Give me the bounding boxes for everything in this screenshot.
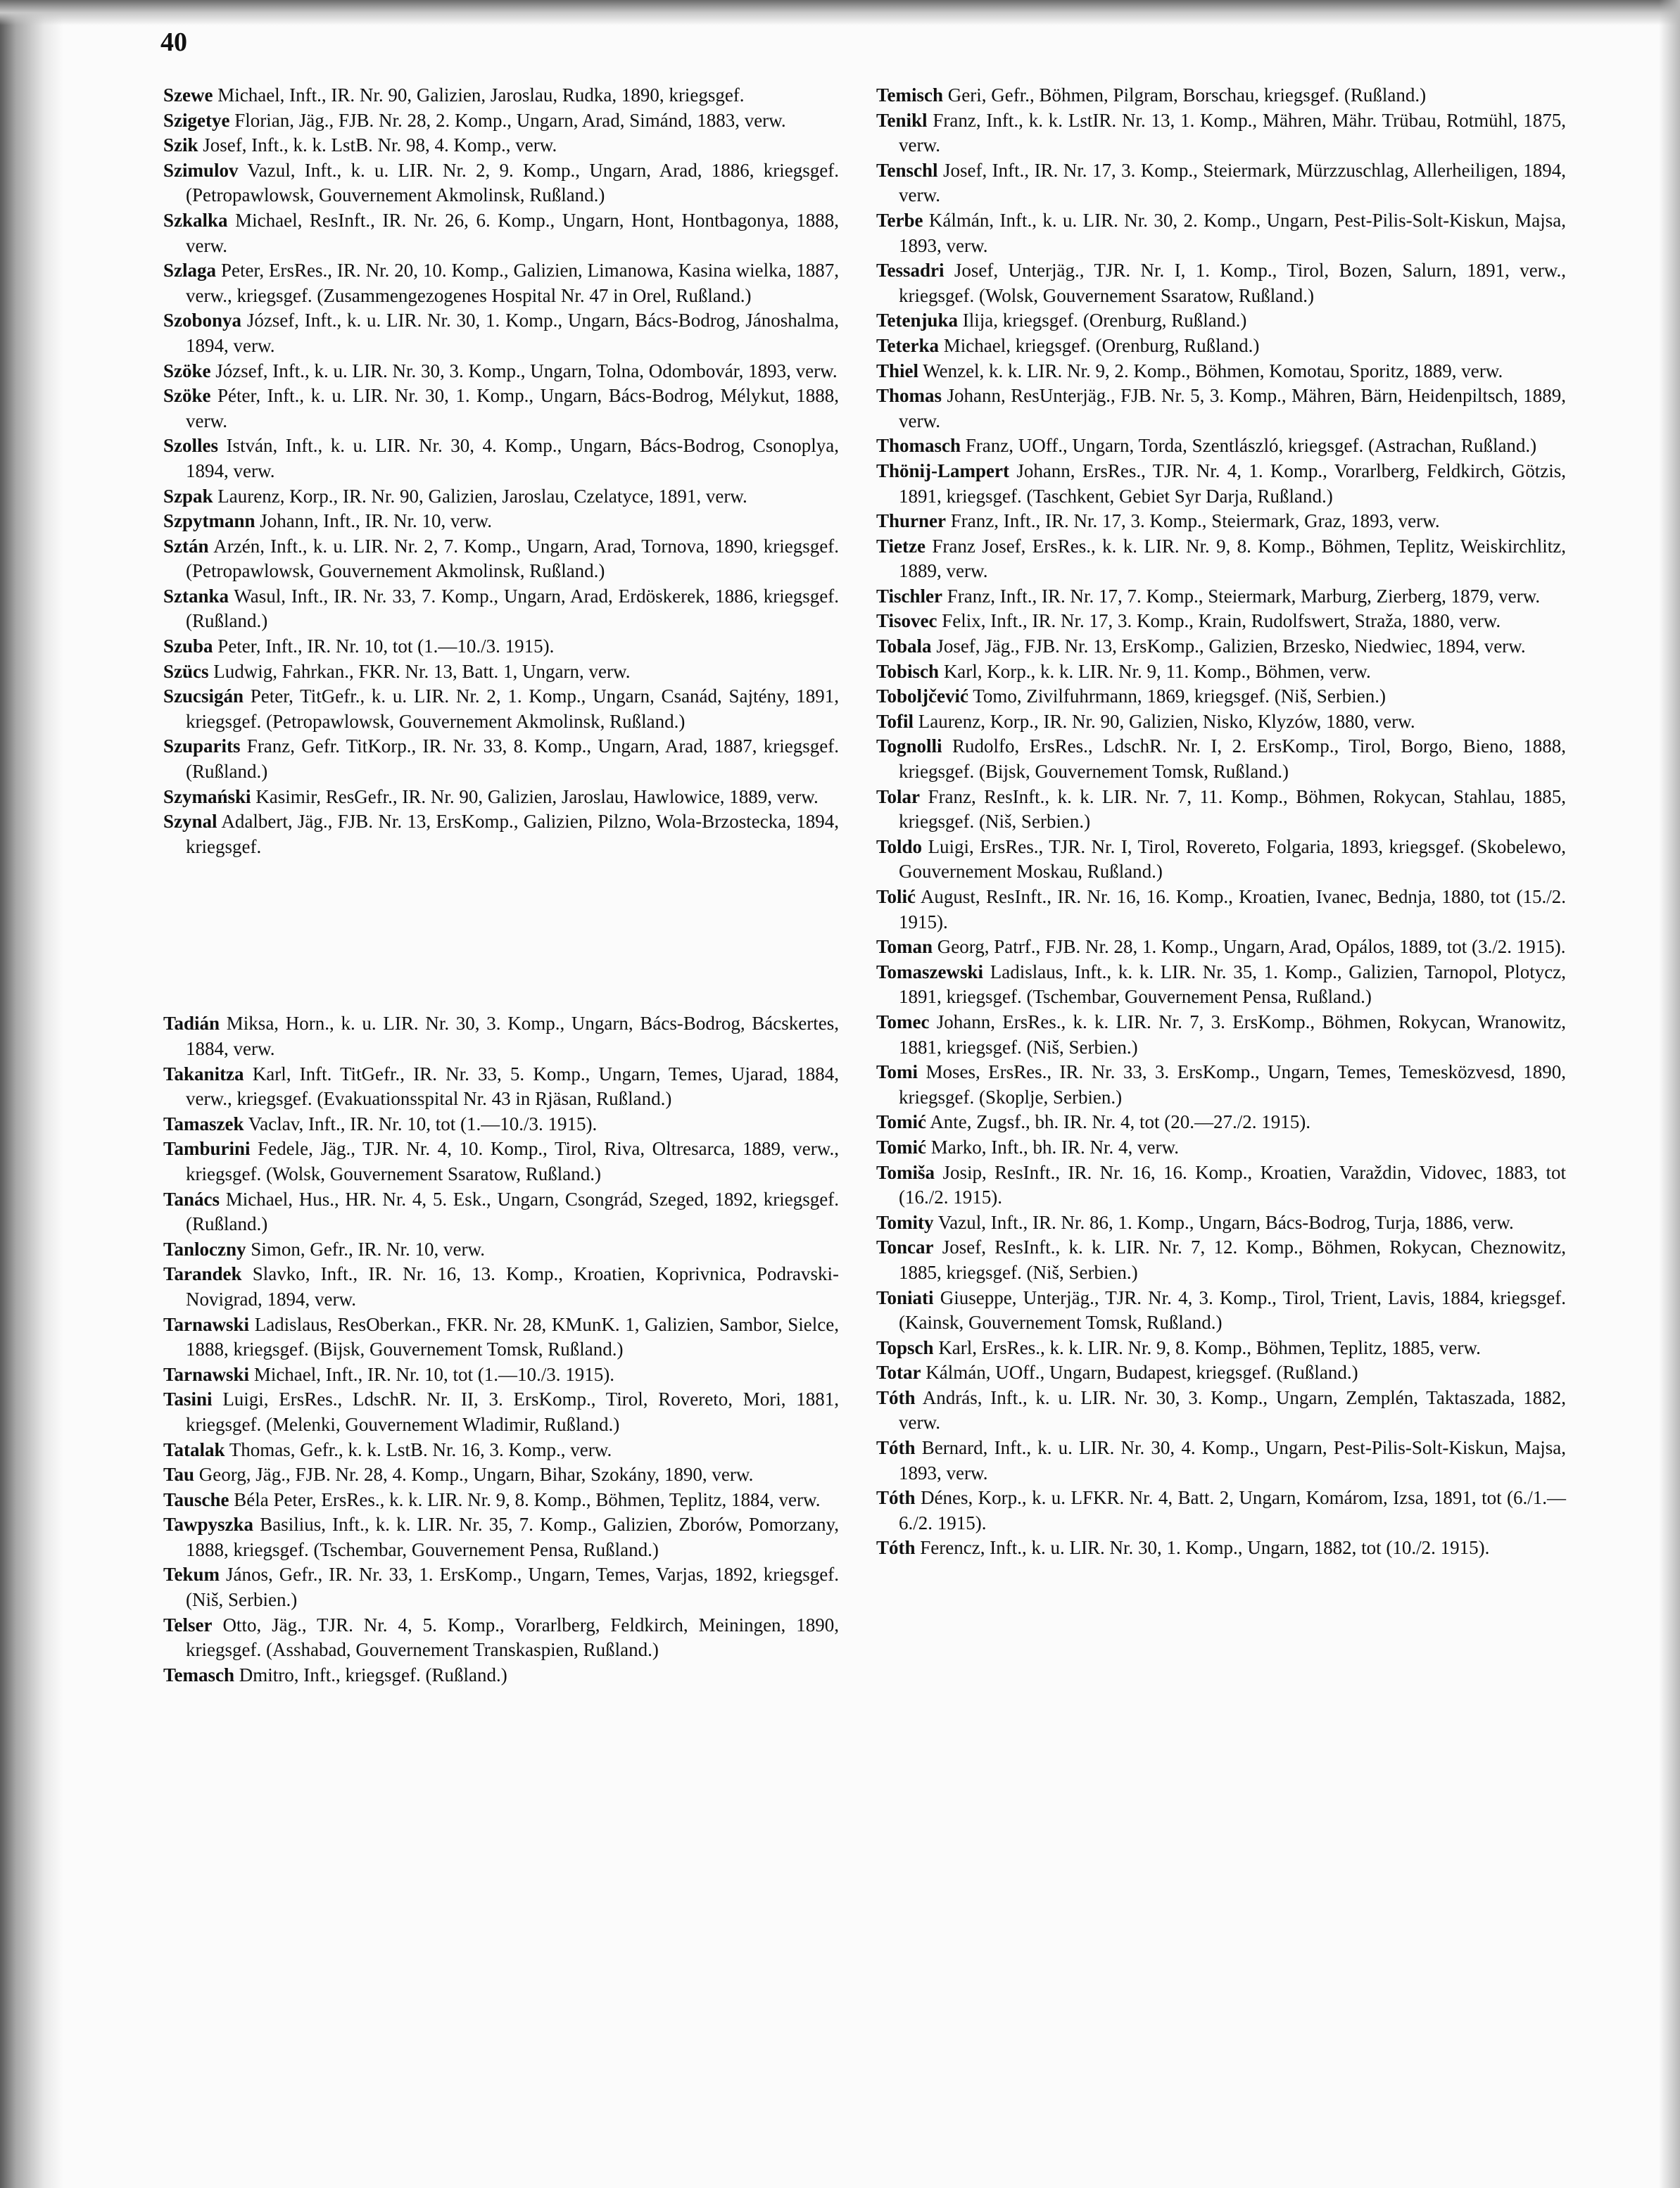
right-column-section-t <box>876 83 1566 1561</box>
list-entry <box>876 1286 1566 1336</box>
list-entry <box>163 1011 839 1061</box>
entry-surname: Tomec <box>876 1011 930 1032</box>
entry-surname: Topsch <box>876 1336 934 1358</box>
entry-details: Basilius, Inft., k. k. LIR. Nr. 35, 7. Komp., Galizien, Zborów, Pomorzany, 1888, kriegsgef. (Tschembar, Gouvernement Pensa, Rußland.) <box>186 1514 840 1560</box>
entry-surname: Tomity <box>876 1211 934 1233</box>
entry-surname: Terbe <box>876 209 923 231</box>
list-entry <box>163 1313 839 1362</box>
list-entry <box>876 960 1566 1010</box>
entry-surname: Szöke <box>163 360 211 381</box>
right-column <box>876 83 1566 1561</box>
list-entry <box>163 1663 839 1688</box>
list-entry <box>163 208 839 258</box>
list-entry <box>163 1362 839 1388</box>
entry-surname: Tietze <box>876 535 926 557</box>
entry-details: Josef, Unterjäg., TJR. Nr. I, 1. Komp., Tirol, Bozen, Salurn, 1891, verw., kriegsgef. (Wolsk, Gouvernement Ssaratow, Rußland.) <box>899 260 1567 306</box>
entry-surname: Tóth <box>876 1537 916 1559</box>
entry-surname: Szik <box>163 134 198 156</box>
entry-details: Ante, Zugsf., bh. IR. Nr. 4, tot (20.—27./2. 1915). <box>930 1111 1310 1133</box>
entry-details: Johann, ErsRes., k. k. LIR. Nr. 7, 3. ErsKomp., Böhmen, Rokycan, Wranowitz, 1881, kriegsgef. (Niš, Serbien.) <box>899 1011 1566 1058</box>
entry-surname: Thurner <box>876 510 947 532</box>
entry-surname: Toldo <box>876 835 923 857</box>
entry-details: Ladislaus, ResOberkan., FKR. Nr. 28, KMunK. 1, Galizien, Sambor, Sielce, 1888, kriegsgef. (Bijsk, Gouvernement Tomsk, Rußland.) <box>186 1313 839 1360</box>
entry-surname: Tomić <box>876 1111 927 1133</box>
entry-surname: Tamburini <box>163 1138 251 1160</box>
entry-surname: Tobisch <box>876 660 940 682</box>
entry-surname: Tessadri <box>876 260 945 282</box>
entry-details: Johann, ErsRes., TJR. Nr. 4, 1. Komp., Vorarlberg, Feldkirch, Götzis, 1891, kriegsgef. (Taschkent, Gebiet Syr Darja, Rußland.) <box>899 460 1567 507</box>
entry-surname: Szucsigán <box>163 685 244 707</box>
list-entry <box>163 484 839 510</box>
entry-details: Kasimir, ResGefr., IR. Nr. 90, Galizien, Jaroslau, Hawlowice, 1889, verw. <box>255 785 819 807</box>
entry-surname: Tausche <box>163 1488 229 1510</box>
entry-details: Peter, TitGefr., k. u. LIR. Nr. 2, 1. Komp., Ungarn, Csanád, Sajtény, 1891, kriegsgef. (Petropawlowsk, Gouvernement Akmolinsk, Rußland.) <box>186 685 839 732</box>
entry-details: József, Inft., k. u. LIR. Nr. 30, 1. Komp., Ungarn, Bács-Bodrog, Jánoshalma, 1894, verw. <box>186 310 840 356</box>
entry-surname: Thiel <box>876 360 919 381</box>
entry-details: Vazul, Inft., IR. Nr. 86, 1. Komp., Ungarn, Bács-Bodrog, Turja, 1886, verw. <box>937 1211 1514 1233</box>
entry-surname: Tischler <box>876 585 942 607</box>
list-entry <box>876 935 1566 960</box>
entry-surname: Tomi <box>876 1061 918 1083</box>
entry-surname: Szuba <box>163 635 213 657</box>
list-entry <box>163 534 839 584</box>
list-entry <box>876 1536 1566 1561</box>
entry-surname: Szymański <box>163 785 251 807</box>
entry-details: Laurenz, Korp., IR. Nr. 90, Galizien, Nisko, Klyzów, 1880, verw. <box>918 710 1415 732</box>
entry-details: Josef, ResInft., k. k. LIR. Nr. 7, 12. Komp., Böhmen, Rokycan, Cheznowitz, 1885, kriegsgef. (Niš, Serbien.) <box>899 1237 1567 1283</box>
entry-surname: Szücs <box>163 660 209 682</box>
list-entry <box>876 609 1566 634</box>
entry-details: András, Inft., k. u. LIR. Nr. 30, 3. Komp., Ungarn, Zemplén, Taktaszada, 1882, verw. <box>899 1386 1566 1434</box>
entry-surname: Thomasch <box>876 435 961 457</box>
entry-surname: Tadián <box>163 1013 220 1035</box>
entry-details: Georg, Patrf., FJB. Nr. 28, 1. Komp., Ungarn, Arad, Opálos, 1889, tot (3./2. 1915). <box>937 936 1566 958</box>
list-entry <box>163 1562 839 1612</box>
entry-surname: Tekum <box>163 1564 220 1586</box>
entry-surname: Tomaszewski <box>876 961 984 982</box>
entry-surname: Toman <box>876 936 933 958</box>
entry-surname: Szpytmann <box>163 510 255 532</box>
list-entry <box>163 1488 839 1513</box>
entry-details: Karl, ErsRes., k. k. LIR. Nr. 9, 8. Komp., Böhmen, Teplitz, 1885, verw. <box>938 1336 1481 1358</box>
list-entry <box>876 1110 1566 1135</box>
list-entry <box>163 83 839 108</box>
entry-details: Michael, ResInft., IR. Nr. 26, 6. Komp., Ungarn, Hont, Hontbagonya, 1888, verw. <box>186 209 840 256</box>
entry-surname: Tognolli <box>876 735 942 757</box>
entry-surname: Temisch <box>876 84 944 106</box>
entry-details: Wasul, Inft., IR. Nr. 33, 7. Komp., Ungarn, Arad, Erdöskerek, 1886, kriegsgef. (Rußland.) <box>186 585 839 632</box>
entry-surname: Szewe <box>163 84 213 106</box>
list-entry <box>163 584 839 634</box>
entry-surname: Temasch <box>163 1664 235 1686</box>
entry-surname: Toncar <box>876 1237 934 1258</box>
entry-details: Franz, UOff., Ungarn, Torda, Szentlászló, kriegsgef. (Astrachan, Rußland.) <box>965 435 1537 457</box>
list-entry <box>876 684 1566 709</box>
list-entry <box>163 133 839 158</box>
entry-details: Franz, Inft., IR. Nr. 17, 3. Komp., Steiermark, Graz, 1893, verw. <box>950 510 1440 532</box>
list-entry <box>876 1210 1566 1236</box>
entry-details: József, Inft., k. u. LIR. Nr. 30, 3. Komp., Ungarn, Tolna, Odombovár, 1893, verw. <box>215 360 838 381</box>
list-entry <box>163 1262 839 1312</box>
entry-details: Franz, ResInft., k. k. LIR. Nr. 7, 11. Komp., Böhmen, Rokycan, Stahlau, 1885, kriegsgef. (Niš, Serbien.) <box>899 785 1566 833</box>
list-entry <box>876 158 1566 208</box>
list-entry <box>876 709 1566 735</box>
list-entry <box>876 384 1566 434</box>
list-entry <box>876 334 1566 359</box>
list-entry <box>163 1387 839 1437</box>
section-gap <box>163 859 839 1011</box>
list-entry <box>876 885 1566 935</box>
entry-details: Vazul, Inft., k. u. LIR. Nr. 2, 9. Komp., Ungarn, Arad, 1886, kriegsgef. (Petropawlowsk, Gouvernement Akmolinsk, Rußland.) <box>186 159 840 206</box>
entry-details: Arzén, Inft., k. u. LIR. Nr. 2, 7. Komp., Ungarn, Arad, Tornova, 1890, kriegsgef. (Petropawlowsk, Gouvernement Akmolinsk, Rußland.) <box>186 535 839 582</box>
entry-surname: Teterka <box>876 334 939 356</box>
list-entry <box>876 83 1566 108</box>
list-entry <box>163 634 839 659</box>
entry-surname: Thomas <box>876 385 942 407</box>
entry-details: Karl, Korp., k. k. LIR. Nr. 9, 11. Komp., Böhmen, verw. <box>943 660 1371 682</box>
list-entry <box>876 1010 1566 1060</box>
entry-surname: Tanács <box>163 1188 220 1210</box>
list-entry <box>876 584 1566 609</box>
list-entry <box>876 534 1566 584</box>
list-entry <box>163 659 839 685</box>
entry-details: Luigi, ErsRes., TJR. Nr. I, Tirol, Rovereto, Folgaria, 1893, kriegsgef. (Skobelewo, Gouvernement Moskau, Rußland.) <box>899 835 1566 883</box>
entry-surname: Sztán <box>163 535 209 557</box>
entry-details: Rudolfo, ErsRes., LdschR. Nr. I, 2. ErsKomp., Tirol, Borgo, Bieno, 1888, kriegsgef. (Bijsk, Gouvernement Tomsk, Rußland.) <box>899 735 1567 783</box>
list-entry <box>876 258 1566 308</box>
entry-surname: Telser <box>163 1614 213 1636</box>
list-entry <box>163 1438 839 1463</box>
entry-surname: Szynal <box>163 811 217 833</box>
entry-details: Michael, kriegsgef. (Orenburg, Rußland.) <box>943 334 1260 356</box>
list-entry <box>876 785 1566 835</box>
entry-surname: Tobala <box>876 635 932 657</box>
entry-surname: Tarandek <box>163 1263 242 1285</box>
list-entry <box>163 734 839 784</box>
entry-details: Franz, Gefr. TitKorp., IR. Nr. 33, 8. Komp., Ungarn, Arad, 1887, kriegsgef. (Rußland.) <box>186 735 840 783</box>
entry-details: Laurenz, Korp., IR. Nr. 90, Galizien, Jaroslau, Czelatyce, 1891, verw. <box>217 485 747 507</box>
entry-details: Otto, Jäg., TJR. Nr. 4, 5. Komp., Vorarlberg, Feldkirch, Meiningen, 1890, kriegsgef. (Asshabad, Gouvernement Transkaspien, Rußland.) <box>186 1614 839 1661</box>
entry-details: Kálmán, UOff., Ungarn, Budapest, kriegsgef. (Rußland.) <box>926 1362 1358 1384</box>
entry-details: János, Gefr., IR. Nr. 33, 1. ErsKomp., Ungarn, Temes, Varjas, 1892, kriegsgef. (Niš, Serbien.) <box>186 1564 840 1611</box>
entry-surname: Szolles <box>163 435 218 457</box>
list-entry <box>163 384 839 434</box>
list-entry <box>876 659 1566 685</box>
list-entry <box>876 359 1566 384</box>
entry-surname: Totar <box>876 1362 921 1384</box>
entry-details: Dmitro, Inft., kriegsgef. (Rußland.) <box>239 1664 507 1686</box>
entry-surname: Szöke <box>163 385 211 407</box>
list-entry <box>163 1112 839 1137</box>
entry-details: Tomo, Zivilfuhrmann, 1869, kriegsgef. (Niš, Serbien.) <box>973 685 1387 707</box>
list-entry <box>163 258 839 308</box>
page-number: 40 <box>160 27 187 57</box>
entry-surname: Tóth <box>876 1437 916 1459</box>
entry-details: Béla Peter, ErsRes., k. k. LIR. Nr. 9, 8. Komp., Böhmen, Teplitz, 1884, verw. <box>234 1488 821 1510</box>
list-entry <box>163 1062 839 1112</box>
entry-surname: Tomić <box>876 1136 927 1158</box>
entry-details: August, ResInft., IR. Nr. 16, 16. Komp., Kroatien, Ivanec, Bednja, 1880, tot (15./2. 1915). <box>899 886 1566 932</box>
entry-details: Franz, Inft., k. k. LstIR. Nr. 13, 1. Komp., Mähren, Mähr. Trübau, Rotmühl, 1875, verw. <box>899 109 1567 156</box>
entry-details: István, Inft., k. u. LIR. Nr. 30, 4. Komp., Ungarn, Bács-Bodrog, Csonoplya, 1894, verw. <box>186 435 839 481</box>
list-entry <box>163 1462 839 1488</box>
entry-surname: Tasini <box>163 1389 213 1410</box>
entry-surname: Szobonya <box>163 310 242 331</box>
entry-details: Luigi, ErsRes., LdschR. Nr. II, 3. ErsKomp., Tirol, Rovereto, Mori, 1881, kriegsgef. (Melenki, Gouvernement Wladimir, Rußland.) <box>186 1389 839 1435</box>
entry-surname: Tenikl <box>876 109 928 131</box>
entry-surname: Szpak <box>163 485 213 507</box>
entry-details: Josef, Jäg., FJB. Nr. 13, ErsKomp., Galizien, Brzesko, Niedwiec, 1894, verw. <box>936 635 1526 657</box>
entry-details: Peter, ErsRes., IR. Nr. 20, 10. Komp., Galizien, Limanowa, Kasina wielka, 1887, verw., kriegsgef. (Zusammengezogenes Hospital Nr. 47 in Orel, Rußland.) <box>186 260 840 306</box>
entry-details: Josip, ResInft., IR. Nr. 16, 16. Komp., Kroatien, Varaždin, Vidovec, 1883, tot (16./2. 1915). <box>899 1161 1566 1208</box>
list-entry <box>163 434 839 483</box>
entry-details: Bernard, Inft., k. u. LIR. Nr. 30, 4. Komp., Ungarn, Pest-Pilis-Solt-Kiskun, Majsa, 1893, verw. <box>899 1437 1566 1484</box>
entry-surname: Toniati <box>876 1286 934 1308</box>
list-entry <box>163 509 839 534</box>
scan-edge-shadow-left <box>0 0 63 2188</box>
entry-details: Franz Josef, ErsRes., k. k. LIR. Nr. 9, 8. Komp., Böhmen, Teplitz, Weiskirchlitz, 1889, verw. <box>899 535 1567 582</box>
entry-details: Johann, Inft., IR. Nr. 10, verw. <box>260 510 492 532</box>
entry-details: Giuseppe, Unterjäg., TJR. Nr. 4, 3. Komp., Tirol, Trient, Lavis, 1884, kriegsgef. (Kainsk, Gouvernement Tomsk, Rußland.) <box>899 1286 1567 1334</box>
entry-details: Karl, Inft. TitGefr., IR. Nr. 33, 5. Komp., Ungarn, Temes, Ujarad, 1884, verw., kriegsgef. (Evakuationsspital Nr. 43 in Rjäsan, Rußland.) <box>186 1063 840 1110</box>
entry-details: Peter, Inft., IR. Nr. 10, tot (1.—10./3. 1915). <box>217 635 555 657</box>
list-entry <box>876 1360 1566 1386</box>
entry-details: Fedele, Jäg., TJR. Nr. 4, 10. Komp., Tirol, Riva, Oltresarca, 1889, verw., kriegsgef. (Wolsk, Gouvernement Ssaratow, Rußland.) <box>186 1138 839 1184</box>
entry-surname: Tenschl <box>876 159 938 181</box>
list-entry <box>163 158 839 208</box>
entry-details: Josef, Inft., IR. Nr. 17, 3. Komp., Steiermark, Mürzzuschlag, Allerheiligen, 1894, verw. <box>899 159 1566 206</box>
list-entry <box>876 1060 1566 1110</box>
entry-surname: Tofil <box>876 710 914 732</box>
entry-surname: Tanloczny <box>163 1238 246 1260</box>
list-entry <box>163 809 839 859</box>
entry-surname: Szigetye <box>163 109 230 131</box>
list-entry <box>876 1486 1566 1536</box>
entry-details: Felix, Inft., IR. Nr. 17, 3. Komp., Krain, Rudolfswert, Straža, 1880, verw. <box>942 610 1501 632</box>
entry-surname: Szlaga <box>163 260 217 282</box>
entry-details: Miksa, Horn., k. u. LIR. Nr. 30, 3. Komp., Ungarn, Bács-Bodrog, Bácskertes, 1884, verw. <box>186 1013 839 1059</box>
entry-details: Ladislaus, Inft., k. k. LIR. Nr. 35, 1. Komp., Galizien, Tarnopol, Plotycz, 1891, kriegsgef. (Tschembar, Gouvernement Pensa, Rußland.) <box>899 961 1567 1008</box>
list-entry <box>876 1161 1566 1210</box>
left-column-section-sz <box>163 83 839 859</box>
list-entry <box>163 108 839 134</box>
entry-details: Vaclav, Inft., IR. Nr. 10, tot (1.—10./3. 1915). <box>248 1113 598 1134</box>
list-entry <box>876 1386 1566 1436</box>
list-entry <box>876 208 1566 258</box>
entry-details: Ilija, kriegsgef. (Orenburg, Rußland.) <box>962 310 1247 331</box>
list-entry <box>876 509 1566 534</box>
list-entry <box>876 835 1566 885</box>
entry-details: Josef, Inft., k. k. LstB. Nr. 98, 4. Komp., verw. <box>203 134 557 156</box>
entry-surname: Tisovec <box>876 610 937 632</box>
list-entry <box>876 108 1566 158</box>
entry-surname: Tomiša <box>876 1161 935 1183</box>
entry-surname: Tamaszek <box>163 1113 244 1134</box>
entry-surname: Tarnawski <box>163 1313 250 1335</box>
entry-surname: Takanitza <box>163 1063 244 1084</box>
list-entry <box>876 1336 1566 1361</box>
entry-surname: Tatalak <box>163 1438 225 1460</box>
list-entry <box>163 1613 839 1663</box>
entry-surname: Szuparits <box>163 735 241 757</box>
entry-details: Slavko, Inft., IR. Nr. 16, 13. Komp., Kroatien, Koprivnica, Podravski-Novigrad, 1894, verw. <box>186 1263 839 1310</box>
entry-surname: Tolar <box>876 785 921 807</box>
left-column <box>163 83 839 1688</box>
entry-details: Adalbert, Jäg., FJB. Nr. 13, ErsKomp., Galizien, Pilzno, Wola-Brzostecka, 1894, kriegsgef. <box>186 811 840 857</box>
scan-edge-shadow-top <box>0 0 1680 25</box>
entry-details: Péter, Inft., k. u. LIR. Nr. 30, 1. Komp., Ungarn, Bács-Bodrog, Mélykut, 1888, verw. <box>186 385 839 431</box>
list-entry <box>876 308 1566 334</box>
entry-details: Michael, Hus., HR. Nr. 4, 5. Esk., Ungarn, Csongrád, Szeged, 1892, kriegsgef. (Rußland.) <box>186 1188 839 1235</box>
entry-surname: Tarnawski <box>163 1363 250 1385</box>
entry-surname: Tóth <box>876 1386 916 1408</box>
entry-surname: Tóth <box>876 1487 916 1509</box>
list-entry <box>876 434 1566 459</box>
entry-details: Moses, ErsRes., IR. Nr. 33, 3. ErsKomp., Ungarn, Temes, Temesközvesd, 1890, kriegsgef. (Skoplje, Serbien.) <box>899 1061 1566 1108</box>
list-entry <box>876 734 1566 784</box>
list-entry <box>876 1235 1566 1285</box>
list-entry <box>876 459 1566 509</box>
entry-details: Franz, Inft., IR. Nr. 17, 7. Komp., Steiermark, Marburg, Zierberg, 1879, verw. <box>947 585 1541 607</box>
entry-details: Georg, Jäg., FJB. Nr. 28, 4. Komp., Ungarn, Bihar, Szokány, 1890, verw. <box>198 1464 754 1486</box>
entry-surname: Tolić <box>876 886 916 907</box>
entry-surname: Szimulov <box>163 159 239 181</box>
list-entry <box>876 1436 1566 1486</box>
entry-details: Ludwig, Fahrkan., FKR. Nr. 13, Batt. 1, Ungarn, verw. <box>213 660 631 682</box>
entry-surname: Tawpyszka <box>163 1514 254 1536</box>
left-column-section-t <box>163 1011 839 1688</box>
entry-details: Michael, Inft., IR. Nr. 10, tot (1.—10./3. 1915). <box>253 1363 614 1385</box>
entry-details: Johann, ResUnterjäg., FJB. Nr. 5, 3. Komp., Mähren, Bärn, Heidenpiltsch, 1889, verw. <box>899 385 1566 431</box>
list-entry <box>876 1135 1566 1161</box>
list-entry <box>163 1187 839 1237</box>
entry-details: Ferencz, Inft., k. u. LIR. Nr. 30, 1. Komp., Ungarn, 1882, tot (10./2. 1915). <box>920 1537 1490 1559</box>
entry-surname: Toboljčević <box>876 685 968 707</box>
list-entry <box>163 1237 839 1263</box>
list-entry <box>163 785 839 810</box>
entry-details: Marko, Inft., bh. IR. Nr. 4, verw. <box>930 1136 1179 1158</box>
entry-details: Florian, Jäg., FJB. Nr. 28, 2. Komp., Ungarn, Arad, Simánd, 1883, verw. <box>234 109 786 131</box>
entry-surname: Sztanka <box>163 585 229 607</box>
entry-details: Thomas, Gefr., k. k. LstB. Nr. 16, 3. Komp., verw. <box>229 1438 612 1460</box>
list-entry <box>163 1137 839 1187</box>
entry-details: Dénes, Korp., k. u. LFKR. Nr. 4, Batt. 2, Ungarn, Komárom, Izsa, 1891, tot (6./1.—6./2. 1915). <box>899 1487 1567 1534</box>
entry-details: Simon, Gefr., IR. Nr. 10, verw. <box>251 1238 486 1260</box>
entry-details: Wenzel, k. k. LIR. Nr. 9, 2. Komp., Böhmen, Komotau, Sporitz, 1889, verw. <box>923 360 1503 381</box>
entry-surname: Thönij-Lampert <box>876 460 1009 481</box>
list-entry <box>163 359 839 384</box>
entry-details: Michael, Inft., IR. Nr. 90, Galizien, Jaroslau, Rudka, 1890, kriegsgef. <box>217 84 745 106</box>
entry-surname: Tau <box>163 1464 195 1486</box>
entry-surname: Szkalka <box>163 209 228 231</box>
list-entry <box>163 684 839 734</box>
list-entry <box>163 308 839 358</box>
entry-details: Kálmán, Inft., k. u. LIR. Nr. 30, 2. Komp., Ungarn, Pest-Pilis-Solt-Kiskun, Majsa, 1893, verw. <box>899 209 1566 256</box>
list-entry <box>876 634 1566 659</box>
entry-details: Geri, Gefr., Böhmen, Pilgram, Borschau, kriegsgef. (Rußland.) <box>947 84 1427 106</box>
list-entry <box>163 1512 839 1562</box>
entry-surname: Tetenjuka <box>876 310 959 331</box>
scan-edge-shadow-right <box>1659 0 1680 2188</box>
